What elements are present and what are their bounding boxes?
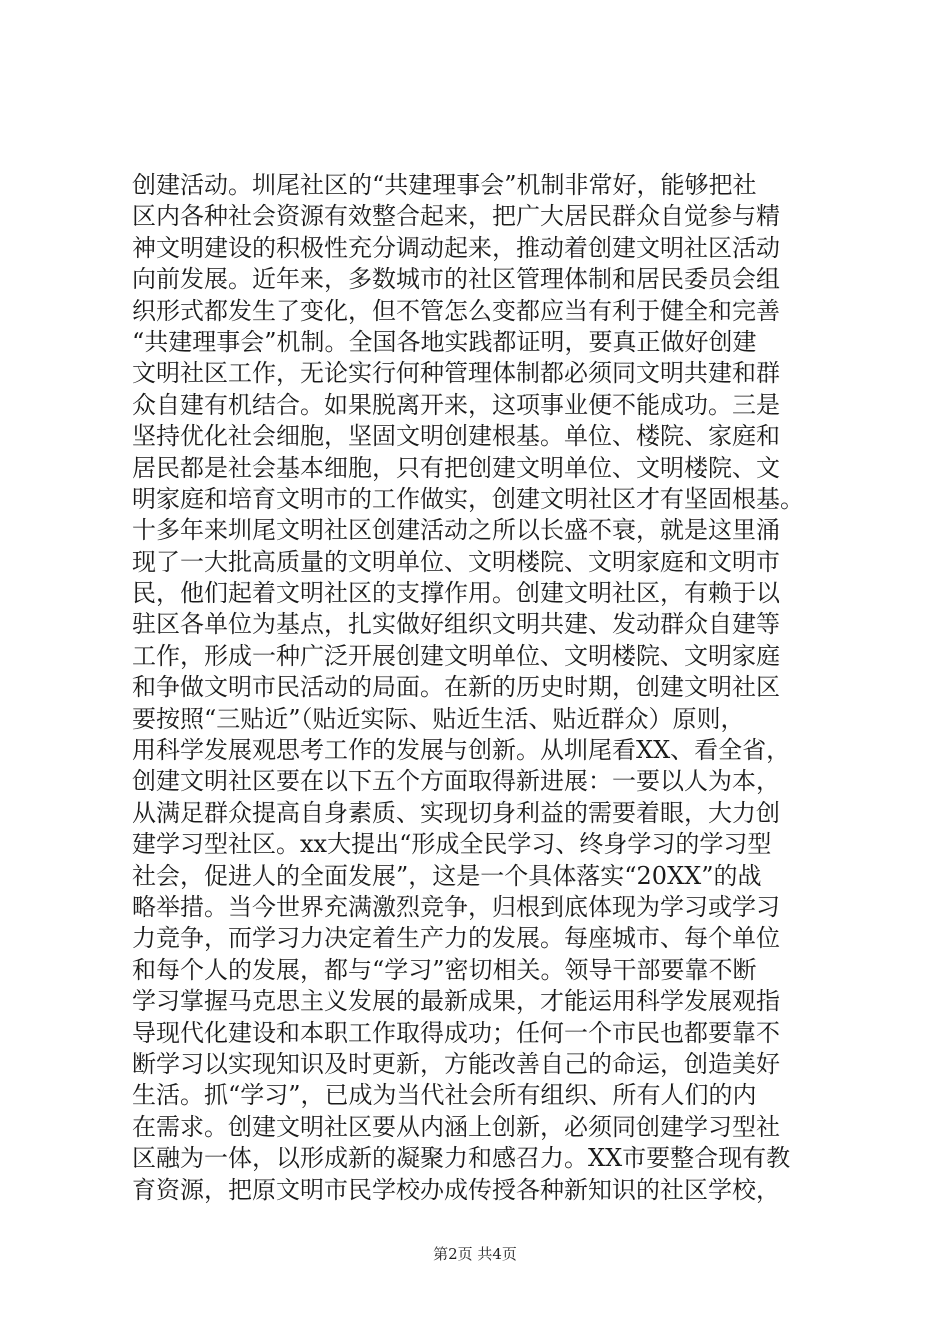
text-line: 区内各种社会资源有效整合起来，把广大居民群众自觉参与精	[132, 202, 780, 231]
text-line: 坚持优化社会细胞，坚固文明创建根基。单位、楼院、家庭和	[132, 422, 780, 451]
page-footer: 第2页 共4页	[433, 1245, 517, 1263]
text-line: 文明社区工作，无论实行何种管理体制都必须同文明共建和群	[132, 359, 780, 388]
text-line: 和每个人的发展，都与“学习”密切相关。领导干部要靠不断	[132, 955, 757, 984]
text-line: 从满足群众提高自身素质、实现切身利益的需要着眼，大力创	[132, 798, 780, 827]
text-line: 创建活动。圳尾社区的“共建理事会”机制非常好，能够把社	[132, 171, 757, 199]
text-line: 断学习以实现知识及时更新，方能改善自己的命运，创造美好	[132, 1049, 780, 1078]
text-line: 明家庭和培育文明市的工作做实，创建文明社区才有坚固根基。	[132, 484, 804, 513]
text-line: 用科学发展观思考工作的发展与创新。从圳尾看XX、看全省，	[132, 736, 791, 765]
text-line: 众自建有机结合。如果脱离开来，这项事业便不能成功。三是	[132, 390, 780, 419]
text-line: 社会，促进人的全面发展”，这是一个具体落实“20XX”的战	[132, 861, 762, 890]
text-line: 学习掌握马克思主义发展的最新成果，才能运用科学发展观指	[132, 987, 780, 1016]
text-line: 驻区各单位为基点，扎实做好组织文明共建、发动群众自建等	[132, 610, 780, 639]
text-line: 力竞争，而学习力决定着生产力的发展。每座城市、每个单位	[132, 924, 780, 953]
text-line: 现了一大批高质量的文明单位、文明楼院、文明家庭和文明市	[132, 547, 780, 576]
text-line: 工作，形成一种广泛开展创建文明单位、文明楼院、文明家庭	[132, 641, 780, 670]
text-line: 织形式都发生了变化，但不管怎么变都应当有利于健全和完善	[132, 296, 780, 325]
text-line: 民，他们起着文明社区的支撑作用。创建文明社区，有赖于以	[132, 579, 780, 608]
text-line: 区融为一体，以形成新的凝聚力和感召力。XX市要整合现有教	[132, 1144, 791, 1173]
text-line: 和争做文明市民活动的局面。在新的历史时期，创建文明社区	[132, 673, 780, 702]
text-line: “共建理事会”机制。全国各地实践都证明，要真正做好创建	[132, 327, 757, 356]
text-line: 在需求。创建文明社区要从内涵上创新，必须同创建学习型社	[132, 1112, 780, 1141]
text-line: 向前发展。近年来，多数城市的社区管理体制和居民委员会组	[132, 265, 780, 294]
text-line: 育资源，把原文明市民学校办成传授各种新知识的社区学校，	[132, 1175, 780, 1204]
text-line: 略举措。当今世界充满激烈竞争，归根到底体现为学习或学习	[132, 892, 780, 921]
body-text	[132, 170, 852, 1206]
text-line: 导现代化建设和本职工作取得成功；任何一个市民也都要靠不	[132, 1018, 780, 1047]
text-line: 神文明建设的积极性充分调动起来，推动着创建文明社区活动	[132, 233, 780, 262]
text-line: 要按照“三贴近”（贴近实际、贴近生活、贴近群众）原则，	[132, 704, 745, 733]
text-line: 生活。抓“学习”，已成为当代社会所有组织、所有人们的内	[132, 1081, 757, 1110]
text-line: 十多年来圳尾文明社区创建活动之所以长盛不衰，就是这里涌	[132, 516, 780, 545]
text-line: 建学习型社区。xx大提出“形成全民学习、终身学习的学习型	[132, 830, 772, 859]
text-line: 居民都是社会基本细胞，只有把创建文明单位、文明楼院、文	[132, 453, 780, 482]
text-line: 创建文明社区要在以下五个方面取得新进展：一要以人为本，	[132, 767, 780, 796]
